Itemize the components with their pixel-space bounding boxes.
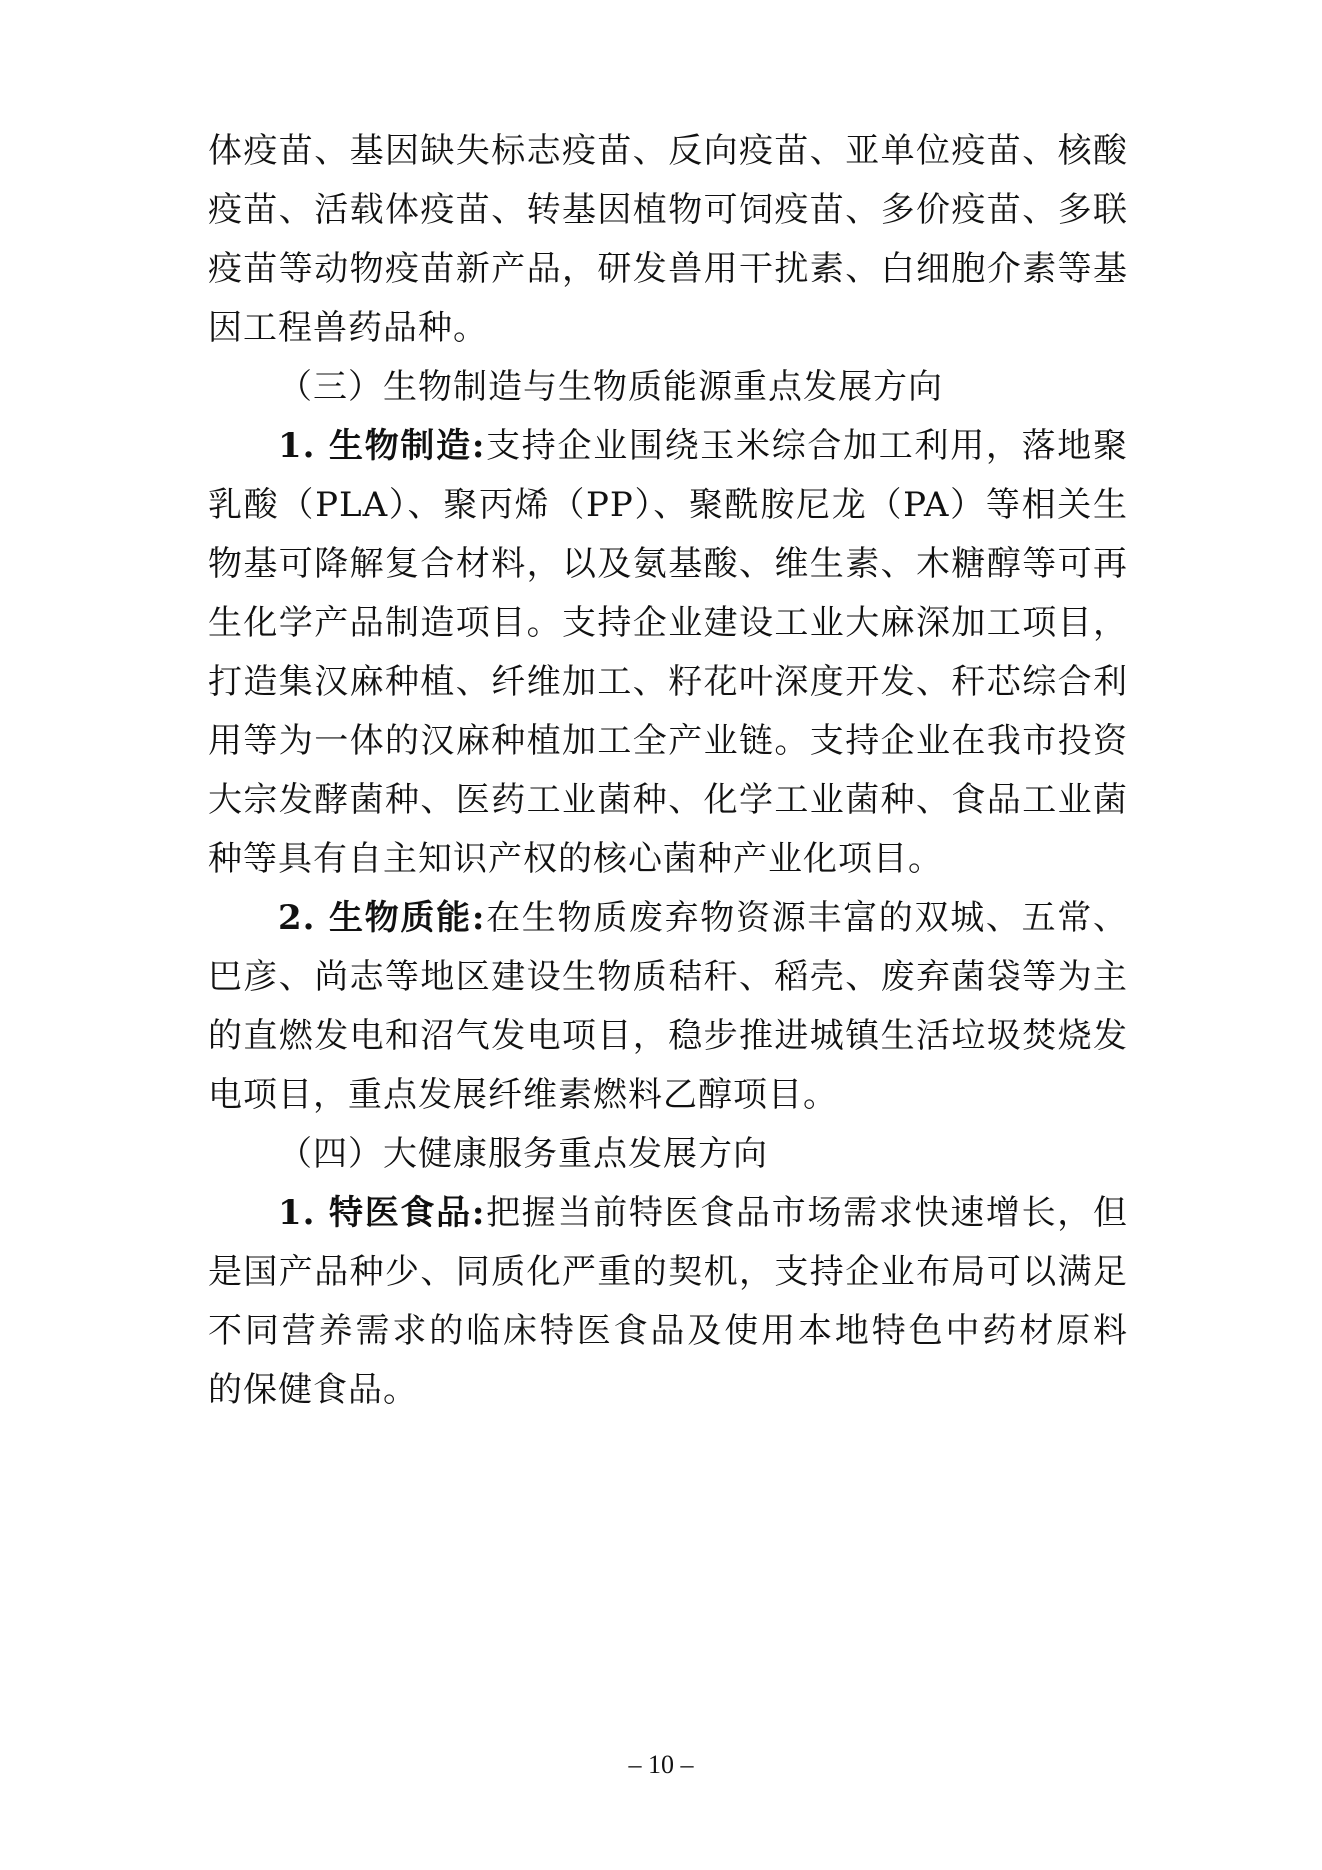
item-heading: 1. 生物制造: xyxy=(278,426,486,466)
paragraph-line: 电项目，重点发展纤维素燃料乙醇项目。 xyxy=(208,1075,838,1115)
paragraph-line: 生化学产品制造项目。支持企业建设工业大麻深加工项目， xyxy=(208,603,1128,643)
item-text: 把握当前特医食品市场需求快速增长，但 xyxy=(485,1193,1128,1233)
item-text: 在生物质废弃物资源丰富的双城、五常、 xyxy=(485,898,1128,938)
paragraph-line: 疫苗、活载体疫苗、转基因植物可饲疫苗、多价疫苗、多联 xyxy=(208,190,1128,230)
section-heading: （四）大健康服务重点发展方向 xyxy=(278,1134,768,1174)
paragraph-line: 大宗发酵菌种、医药工业菌种、化学工业菌种、食品工业菌 xyxy=(208,780,1128,820)
paragraph-line: 是国产品种少、同质化严重的契机，支持企业布局可以满足 xyxy=(208,1252,1128,1292)
paragraph-line: 体疫苗、基因缺失标志疫苗、反向疫苗、亚单位疫苗、核酸 xyxy=(208,131,1128,171)
paragraph-line: 乳酸（PLA）、聚丙烯（PP）、聚酰胺尼龙（PA）等相关生 xyxy=(208,485,1128,525)
paragraph-line: 因工程兽药品种。 xyxy=(208,308,488,348)
section-heading: （三）生物制造与生物质能源重点发展方向 xyxy=(278,367,943,407)
paragraph-line: 的保健食品。 xyxy=(208,1370,418,1410)
paragraph-line: 不同营养需求的临床特医食品及使用本地特色中药材原料 xyxy=(208,1311,1128,1351)
paragraph-line: 物基可降解复合材料，以及氨基酸、维生素、木糖醇等可再 xyxy=(208,544,1128,584)
item-heading: 2. 生物质能: xyxy=(278,898,486,938)
paragraph-line: 的直燃发电和沼气发电项目，稳步推进城镇生活垃圾焚烧发 xyxy=(208,1016,1128,1056)
item-text: 支持企业围绕玉米综合加工利用，落地聚 xyxy=(485,426,1128,466)
paragraph-line: 疫苗等动物疫苗新产品，研发兽用干扰素、白细胞介素等基 xyxy=(208,249,1128,289)
paragraph-line: 打造集汉麻种植、纤维加工、籽花叶深度开发、秆芯综合利 xyxy=(208,662,1128,702)
paragraph-line: 巴彦、尚志等地区建设生物质秸秆、稻壳、废弃菌袋等为主 xyxy=(208,957,1128,997)
page-number: – 10 – xyxy=(628,1750,694,1779)
item-heading: 1. 特医食品: xyxy=(278,1193,486,1233)
paragraph-line: 用等为一体的汉麻种植加工全产业链。支持企业在我市投资 xyxy=(208,721,1128,761)
paragraph-line: 种等具有自主知识产权的核心菌种产业化项目。 xyxy=(208,839,943,879)
